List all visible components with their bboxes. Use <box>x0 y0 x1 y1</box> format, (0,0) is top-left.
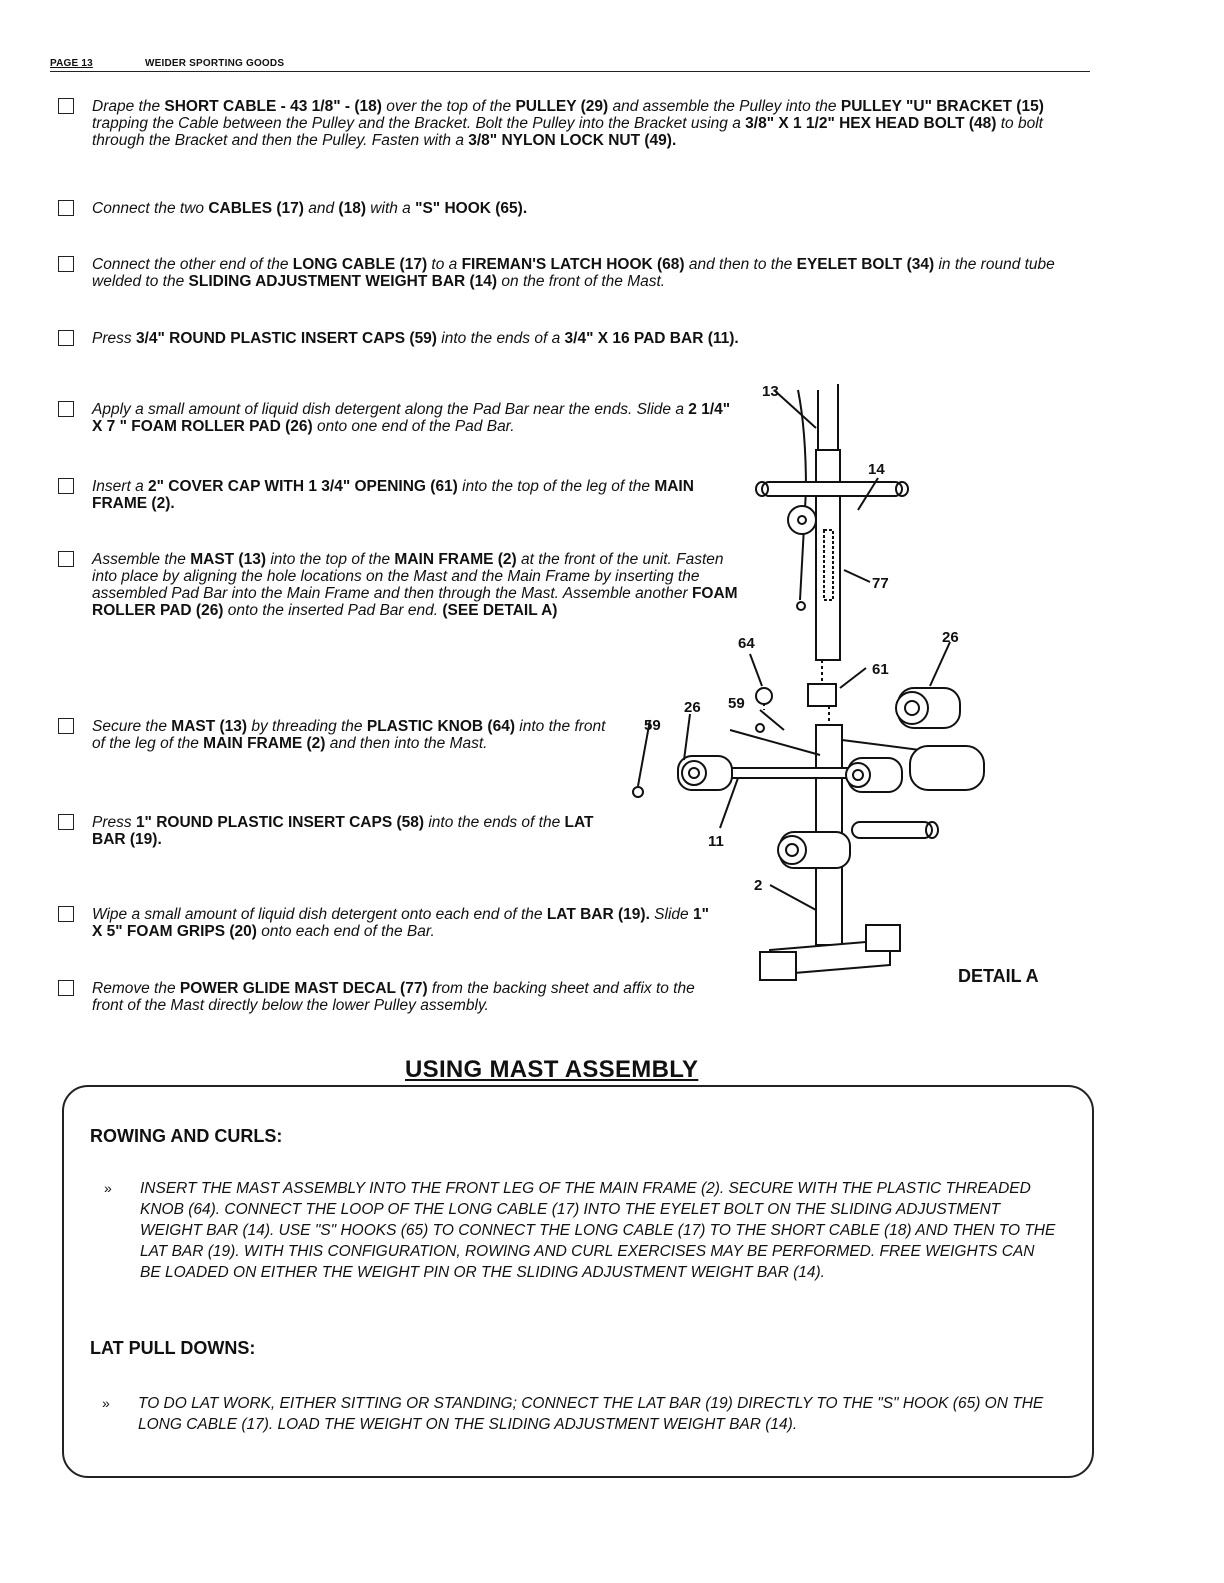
part-callout: 2 1/4" X 7 " FOAM ROLLER PAD (26) <box>92 401 731 435</box>
part-label-61: 61 <box>872 661 889 678</box>
insert-cap-part <box>756 724 764 732</box>
instruction-text: Assemble the <box>92 551 191 568</box>
part-callout: 1" ROUND PLASTIC INSERT CAPS (58) <box>135 814 425 831</box>
part-callout: MAIN FRAME (2) <box>394 551 517 568</box>
instruction-text: Press <box>92 814 136 831</box>
lat-instructions <box>102 1393 1060 1435</box>
lat-text: TO DO LAT WORK, EITHER SITTING OR STANDING; CONNECT THE LAT BAR (19) DIRECTLY TO THE "S" HOOK (65) ON THE LONG CABLE (17). LOAD THE WEIGHT ON THE SLIDING ADJUSTMENT WEIGHT BAR (14). <box>138 1395 1044 1433</box>
instruction-text: and assemble the Pulley into the <box>608 98 841 115</box>
instruction-text: Drape the <box>92 98 165 115</box>
part-callout: PULLEY "U" BRACKET (15) <box>840 98 1044 115</box>
step <box>58 200 758 220</box>
step <box>58 330 958 350</box>
part-label-26: 26 <box>684 699 701 716</box>
part-callout: 3/4" ROUND PLASTIC INSERT CAPS (59) <box>135 330 437 347</box>
instruction-text: into the front of the leg of the <box>92 718 606 752</box>
instruction-text: Connect the other end of the <box>92 256 293 273</box>
step-checkbox[interactable] <box>58 906 74 922</box>
part-callout: (SEE DETAIL A) <box>442 602 558 619</box>
part-label-11: 11 <box>708 833 724 850</box>
instruction-text: Connect the two <box>92 200 209 217</box>
part-callout: 3/4" X 16 PAD BAR (11). <box>564 330 739 347</box>
part-callout: "S" HOOK (65). <box>415 200 528 217</box>
step-checkbox[interactable] <box>58 330 74 346</box>
instruction-text: and then into the Mast. <box>325 735 488 752</box>
step-text <box>92 330 952 347</box>
part-callout: 2" COVER CAP WITH 1 3/4" OPENING (61) <box>148 478 458 495</box>
instruction-text: into the top of the <box>266 551 395 568</box>
pulley-part <box>788 506 816 534</box>
step-checkbox[interactable] <box>58 200 74 216</box>
knob-part <box>756 688 772 704</box>
step <box>58 814 618 854</box>
part-callout: PLASTIC KNOB (64) <box>366 718 515 735</box>
part-callout: SLIDING ADJUSTMENT WEIGHT BAR (14) <box>188 273 498 290</box>
step-checkbox[interactable] <box>58 256 74 272</box>
instruction-text: Slide <box>649 906 693 923</box>
instruction-text: into the ends of a <box>436 330 565 347</box>
instruction-text: to bolt through the Bracket and then the Pulley. Fasten with a <box>92 115 1043 149</box>
step-checkbox[interactable] <box>58 718 74 734</box>
instruction-text: Wipe a small amount of liquid dish detergent onto each end of the <box>92 906 547 923</box>
instruction-text: Insert a <box>92 478 148 495</box>
part-callout: FOAM ROLLER PAD (26) <box>92 585 738 619</box>
step <box>58 256 1088 296</box>
part-label-26: 26 <box>942 629 959 646</box>
step-text <box>92 718 612 752</box>
part-callout: 3/8" NYLON LOCK NUT (49). <box>468 132 677 149</box>
part-callout: MAIN FRAME (2) <box>203 735 326 752</box>
instruction-text: over the top of the <box>381 98 516 115</box>
rowing-heading: ROWING AND CURLS: <box>90 1126 283 1146</box>
part-callout: LAT BAR (19). <box>546 906 650 923</box>
instruction-text: in the round tube welded to the <box>92 256 1055 290</box>
part-callout: (18) <box>338 200 366 217</box>
step-checkbox[interactable] <box>58 401 74 417</box>
part-callout: LONG CABLE (17) <box>292 256 428 273</box>
detail-caption: DETAIL A <box>958 966 1039 986</box>
part-label-59: 59 <box>728 695 745 712</box>
instruction-text: Press <box>92 330 136 347</box>
lat-heading: LAT PULL DOWNS: <box>90 1338 256 1358</box>
part-label-14: 14 <box>868 461 885 478</box>
rowing-instructions <box>104 1178 1058 1283</box>
section-title: USING MAST ASSEMBLY <box>405 1056 699 1083</box>
instruction-text: trapping the Cable between the Pulley and the Bracket. Bolt the Pulley into the Bracket using a <box>92 115 746 132</box>
step-text <box>92 256 1082 290</box>
page-header <box>50 58 1090 72</box>
instruction-text: onto the inserted Pad Bar end. <box>223 602 443 619</box>
step-checkbox[interactable] <box>58 814 74 830</box>
part-callout: 1" X 5" FOAM GRIPS (20) <box>92 906 709 940</box>
step-checkbox[interactable] <box>58 980 74 996</box>
instruction-text: at the front of the unit. Fasten into place by aligning the hole locations on the Mast and the Main Frame by inserting the assembled Pad Bar into the Main Frame and then through the Mast. Assemble another <box>92 551 724 602</box>
part-label-59: 59 <box>644 717 661 734</box>
part-callout: EYELET BOLT (34) <box>796 256 935 273</box>
part-callout: CABLES (17) <box>208 200 304 217</box>
instruction-text: into the top of the leg of the <box>457 478 655 495</box>
part-callout: MAIN FRAME (2). <box>92 478 694 512</box>
step <box>58 98 1088 158</box>
company-name: WEIDER SPORTING GOODS <box>144 58 285 69</box>
detail-a-diagram <box>620 370 1100 1010</box>
instruction-text: onto one end of the Pad Bar. <box>312 418 515 435</box>
part-label-13: 13 <box>762 383 779 400</box>
part-label-64: 64 <box>738 635 755 652</box>
step-text <box>92 98 1082 149</box>
step-checkbox[interactable] <box>58 478 74 494</box>
instruction-text: with a <box>366 200 416 217</box>
weight-bar-part <box>762 482 902 496</box>
instruction-text: onto each end of the Bar. <box>256 923 435 940</box>
bullet-marker: » <box>104 1180 112 1196</box>
instruction-text: Secure the <box>92 718 172 735</box>
step-text <box>92 200 752 217</box>
instruction-text: by threading the <box>247 718 367 735</box>
part-callout: SHORT CABLE - 43 1/8" - (18) <box>164 98 382 115</box>
step <box>58 718 618 778</box>
part-callout: FIREMAN'S LATCH HOOK (68) <box>461 256 685 273</box>
instruction-text: to a <box>427 256 462 273</box>
page-number: PAGE 13 <box>50 58 93 69</box>
part-callout: POWER GLIDE MAST DECAL (77) <box>179 980 428 997</box>
instruction-text: on the front of the Mast. <box>497 273 666 290</box>
step-text <box>92 814 612 848</box>
step-checkbox[interactable] <box>58 551 74 567</box>
part-label-2: 2 <box>754 877 763 894</box>
part-callout: MAST (13) <box>171 718 248 735</box>
rowing-text: INSERT THE MAST ASSEMBLY INTO THE FRONT LEG OF THE MAIN FRAME (2). SECURE WITH THE PLASTIC THREADED KNOB (64). CONNECT THE LOOP OF THE LONG CABLE (17) INTO THE EYELET BOLT ON THE SLIDING ADJUSTMENT WEIGHT BAR (14). USE "S" HOOKS (65) TO CONNECT THE LONG CABLE (17) TO THE SHORT CABLE (18) AND THEN TO THE LAT BAR (19). WITH THIS CONFIGURATION, ROWING AND CURL EXERCISES MAY BE PERFORMED. FREE WEIGHTS CAN BE LOADED ON EITHER THE WEIGHT PIN OR THE SLIDING ADJUSTMENT WEIGHT BAR (14). <box>140 1180 1056 1281</box>
instruction-text: Apply a small amount of liquid dish detergent along the Pad Bar near the ends. Slide a <box>92 401 689 418</box>
instruction-text: and <box>303 200 339 217</box>
bullet-marker: » <box>102 1395 110 1411</box>
instruction-text: Remove the <box>92 980 180 997</box>
instruction-text: and then to the <box>684 256 797 273</box>
part-callout: LAT BAR (19). <box>92 814 594 848</box>
part-callout: MAST (13) <box>190 551 267 568</box>
instruction-text: from the backing sheet and affix to the front of the Mast directly below the lower Pulley assembly. <box>92 980 695 1014</box>
instruction-text: into the ends of the <box>424 814 565 831</box>
part-label-77: 77 <box>872 575 889 592</box>
part-callout: 3/8" X 1 1/2" HEX HEAD BOLT (48) <box>745 115 997 132</box>
step-checkbox[interactable] <box>58 98 74 114</box>
part-callout: PULLEY (29) <box>515 98 609 115</box>
cover-cap-part <box>808 684 836 706</box>
